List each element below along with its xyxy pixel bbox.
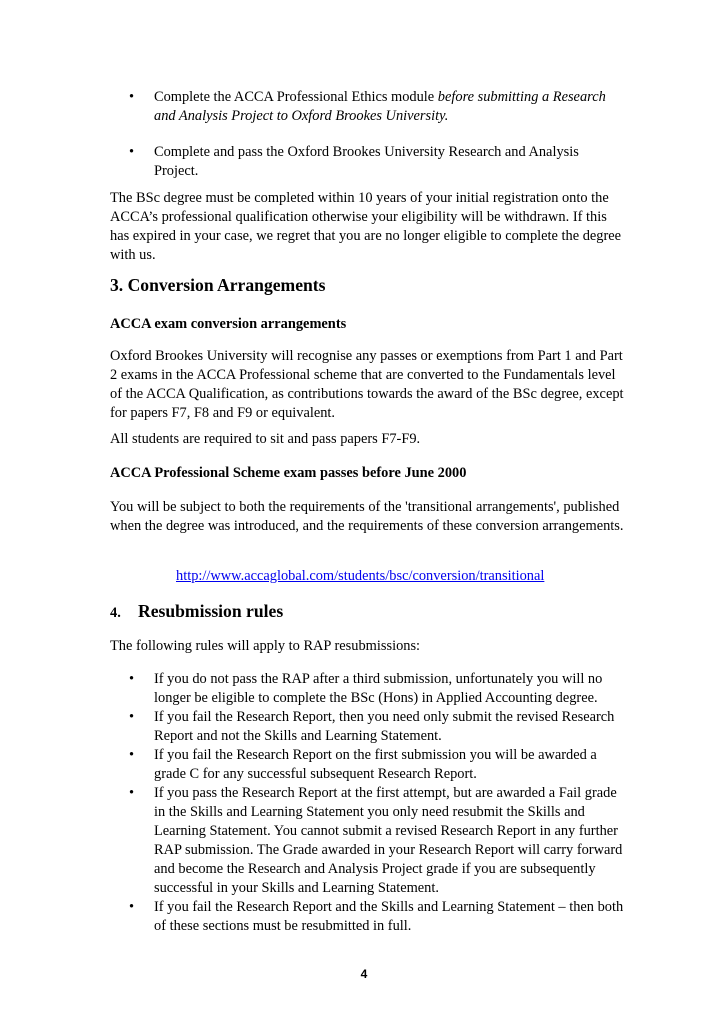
- bullet-text: Complete the ACCA Professional Ethics module: [154, 89, 438, 105]
- resubmission-rules-list: [110, 670, 626, 936]
- list-item: [110, 708, 626, 746]
- list-item: [110, 670, 626, 708]
- f7-f9-requirement: All students are required to sit and pass papers F7-F9.: [110, 431, 421, 447]
- conversion-paragraph: Oxford Brookes University will recognise any passes or exemptions from Part 1 and Part 2 exams in the ACCA Professional scheme that are converted to the Fundamentals level of the ACCA Qualification, as contributions towards the award of the BSc degree, except for papers F7, F8 and F9 or equivalent.: [110, 348, 624, 421]
- bullet-icon: •: [129, 144, 135, 160]
- section-3-heading: 3. Conversion Arrangements: [110, 275, 326, 295]
- exam-conversion-subheading: ACCA exam conversion arrangements: [110, 316, 347, 332]
- pre-2000-subheading: ACCA Professional Scheme exam passes before June 2000: [110, 465, 467, 481]
- list-item: [110, 784, 626, 898]
- bullet-text: Complete and pass the Oxford Brookes University Research and Analysis Project.: [154, 144, 579, 179]
- section-title: Resubmission rules: [138, 601, 284, 621]
- section-4-heading: [110, 600, 283, 624]
- bullet-icon: •: [129, 785, 135, 801]
- bullet-text: If you fail the Research Report and the Skills and Learning Statement – then both of these sections must be resubmitted in full.: [154, 899, 624, 934]
- prerequisite-list: [110, 88, 626, 181]
- section-number: 4.: [110, 605, 121, 621]
- degree-time-limit-paragraph: The BSc degree must be completed within 10 years of your initial registration onto the ACCA’s professional qualification otherwise your eligibility will be withdrawn. If this has expired in your case, we regret that you are no longer eligible to complete the degree with us.: [110, 190, 622, 263]
- list-item: [110, 143, 626, 181]
- list-item: [110, 898, 626, 936]
- bullet-text: If you fail the Research Report, then you need only submit the revised Research Report and not the Skills and Learning Statement.: [154, 709, 615, 744]
- bullet-italic-text: before submitting a Research and Analysis Project to Oxford Brookes University.: [154, 89, 606, 124]
- link-line: [176, 567, 616, 586]
- transitional-paragraph: You will be subject to both the requirements of the 'transitional arrangements', published when the degree was introduced, and the requirements of these conversion arrangements.: [110, 499, 624, 534]
- bullet-icon: •: [129, 899, 135, 915]
- bullet-icon: •: [129, 89, 135, 105]
- bullet-text: If you fail the Research Report on the first submission you will be awarded a grade C for any successful subsequent Research Report.: [154, 747, 597, 782]
- list-item: [110, 746, 626, 784]
- page-number: 4: [360, 967, 368, 981]
- bullet-icon: •: [129, 671, 135, 687]
- transitional-link[interactable]: http://www.accaglobal.com/students/bsc/conversion/transitional: [176, 568, 545, 584]
- bullet-icon: •: [129, 709, 135, 725]
- bullet-text: If you do not pass the RAP after a third submission, unfortunately you will no longer be eligible to complete the BSc (Hons) in Applied Accounting degree.: [154, 671, 603, 706]
- bullet-text: If you pass the Research Report at the first attempt, but are awarded a Fail grade in the Skills and Learning Statement you only need resubmit the Skills and Learning Statement. You cannot submit a revised Research Report in any further RAP submission. The Grade awarded in your Research Report will carry forward and become the Research and Analysis Project grade if you are subsequently successful in your Skills and Learning Statement.: [154, 785, 623, 896]
- bullet-icon: •: [129, 747, 135, 763]
- resubmission-intro: The following rules will apply to RAP resubmissions:: [110, 638, 421, 654]
- list-item: [110, 88, 626, 126]
